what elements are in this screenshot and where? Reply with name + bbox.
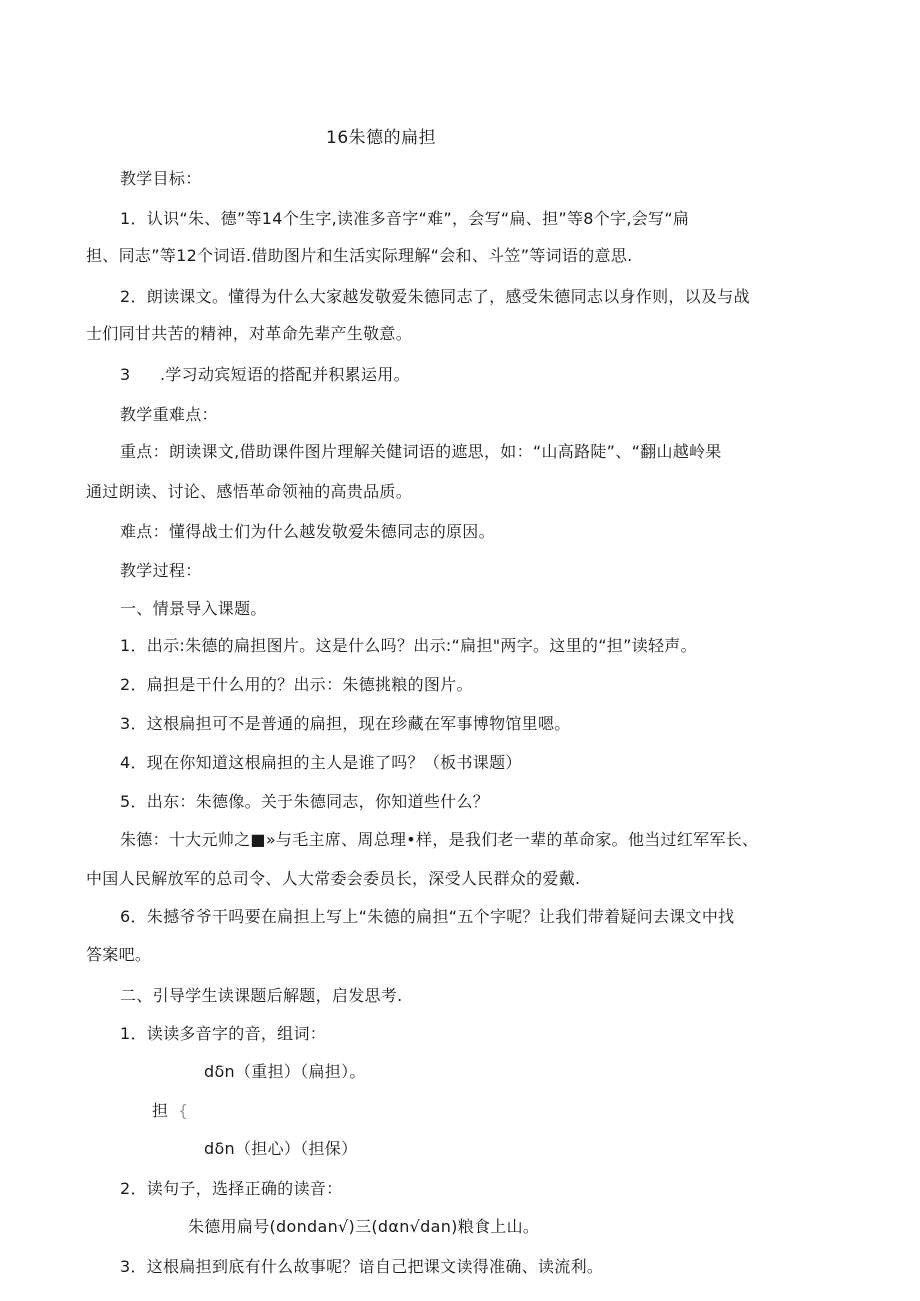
objective-1-line-1: 1．认识“朱、德”等14个生字,读准多音字“难”，会写“扁、担”等8个字,会写“扁 bbox=[120, 209, 690, 228]
process-heading: 教学过程： bbox=[120, 561, 202, 580]
objectives-heading: 教学目标： bbox=[120, 169, 202, 188]
objective-2-line-1: 2．朗读课文。懂得为什么大家越发敬爱朱德同志了，感受朱德同志以身作则，以及与战 bbox=[120, 287, 750, 306]
part-2-step-2: 2．读句子，选择正确的读音： bbox=[120, 1179, 343, 1198]
objective-3-number: 3 bbox=[120, 365, 131, 384]
part-1-step-6-line-2: 答案吧。 bbox=[86, 945, 152, 964]
part-1-step-6-line-1: 6．朱撼爷爷干吗要在扁担上写上“朱德的扁担“五个字呢？让我们带着疑问去课文中找 bbox=[120, 907, 735, 926]
part-1-step-4: 4．现在你知道这根扁担的主人是谁了吗？（板书课题） bbox=[120, 753, 522, 772]
part-2-heading: 二、引导学生读课题后解题，启发思考. bbox=[120, 986, 403, 1005]
part-1-step-2: 2．扁担是干什么用的？出示：朱德挑粮的图片。 bbox=[120, 675, 473, 694]
part-1-heading: 一、情景导入课题。 bbox=[120, 599, 267, 618]
zhude-note-line-2: 中国人民解放军的总司令、人大常委会委员长，深受人民群众的爱戴. bbox=[86, 869, 581, 888]
pinyin-dan-2: dδn（担心）（担保） bbox=[204, 1139, 358, 1158]
part-1-step-3: 3．这根扁担可不是普通的扁担，现在珍藏在军事博物馆里嗯。 bbox=[120, 714, 571, 733]
polyphone-char: 担 bbox=[152, 1101, 169, 1120]
difficulty: 难点：懂得战士们为什么越发敬爱朱德同志的原因。 bbox=[120, 522, 495, 541]
pinyin-dan-1: dδn（重担）（扁担）。 bbox=[204, 1062, 366, 1081]
focus-line-1: 重点：朗读课文,借助课件图片理解关健词语的遮思，如：“山高路陡”、“翻山越岭果 bbox=[120, 442, 722, 461]
choose-pronunciation-sentence: 朱德用扁号(dondan√)三(dαn√dan)粮食上山。 bbox=[188, 1217, 540, 1236]
key-points-heading: 教学重难点： bbox=[120, 405, 218, 424]
part-1-step-5: 5．出东：朱德像。关于朱德同志，你知道些什么？ bbox=[120, 792, 490, 811]
part-1-step-1: 1．出示:朱德的扁担图片。这是什么吗？出示:“扁担"两字。这里的“担”读轻声。 bbox=[120, 636, 697, 655]
document-title: 16朱德的扁担 bbox=[326, 128, 437, 148]
zhude-note-line-1: 朱德：十大元帅之■»与毛主席、周总理•样，是我们老一辈的革命家。他当过红军军长、 bbox=[120, 830, 759, 849]
objective-3-text: .学习动宾短语的搭配并积累运用。 bbox=[160, 365, 410, 384]
objective-2-line-2: 士们同甘共苦的精神，对革命先辈产生敬意。 bbox=[86, 324, 413, 343]
part-2-step-1: 1．读读多音字的音，组词： bbox=[120, 1024, 327, 1043]
part-2-step-3: 3．这根扁担到底有什么故事呢？谙自己把课文读得准确、读流利。 bbox=[120, 1257, 604, 1276]
focus-line-2: 通过朗读、讨论、感悟革命领袖的高贵品质。 bbox=[86, 482, 413, 501]
objective-1-line-2: 担、同志”等12个词语.借助图片和生活实际理解“会和、斗笠”等词语的意思. bbox=[86, 246, 633, 265]
brace-mark: { bbox=[178, 1101, 189, 1120]
